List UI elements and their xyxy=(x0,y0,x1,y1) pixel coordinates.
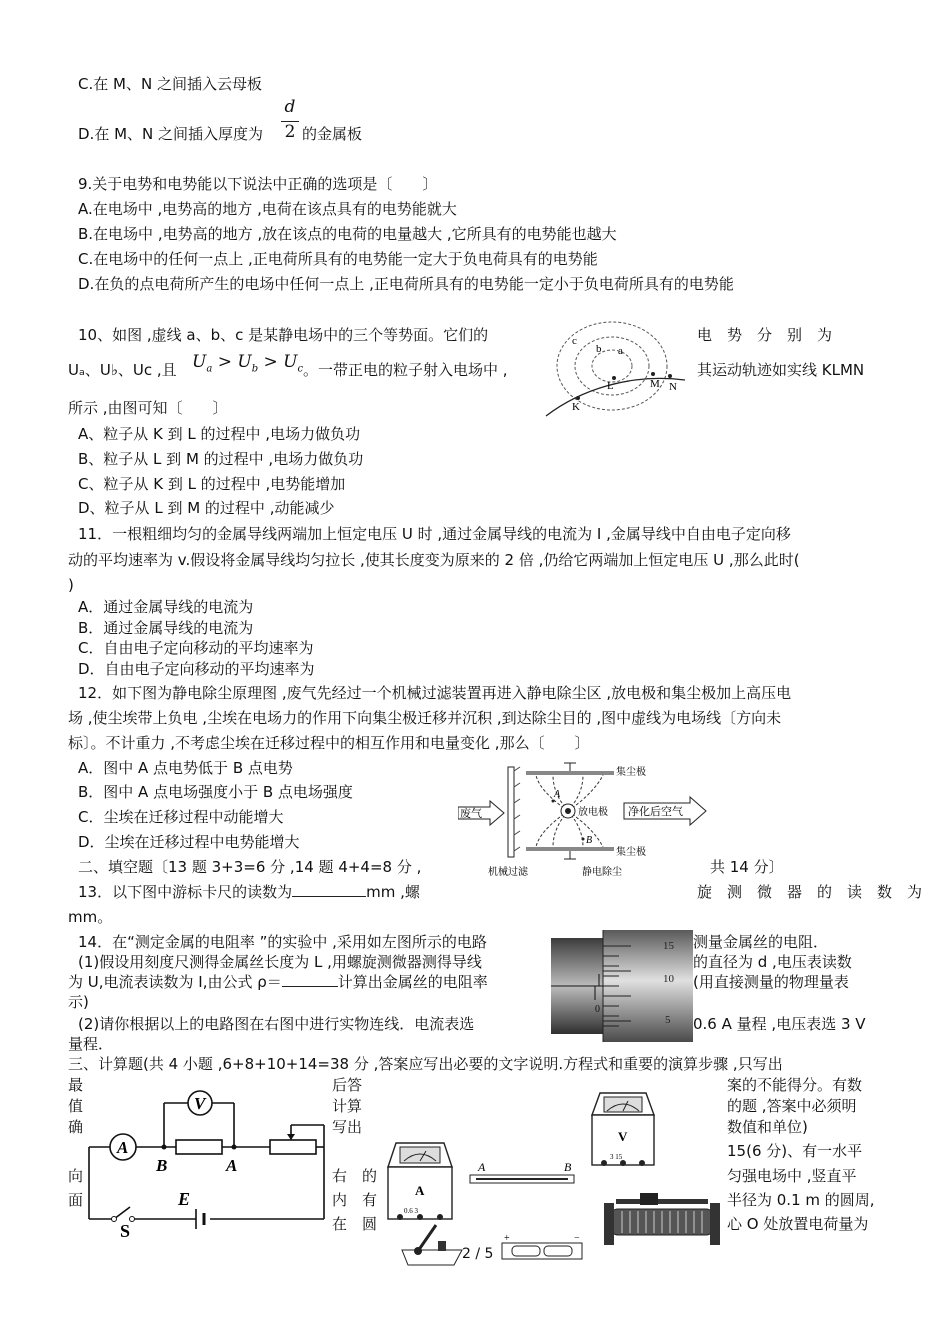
section3-col3-line5: 匀强电场中 ,竖直平 xyxy=(727,1167,857,1185)
q14-line1-right: 测量金属丝的电阻． xyxy=(693,933,829,951)
q11-option-b: B．通过金属导线的电流为 xyxy=(78,619,254,637)
q10-inequality: $U_a > U_b > U_c$ xyxy=(192,352,304,375)
q11-option-c: C．自由电子定向移动的平均速率为 xyxy=(78,639,314,657)
q12-line2: 场 ,使尘埃带上负电 ,尘埃在电场力的作用下向集尘极迁移并沉积 ,到达除尘目的 ,图中虚线为电场线〔方向未 xyxy=(68,709,782,727)
section3-col3-line7: 心 O 处放置电荷量为 xyxy=(727,1215,869,1233)
q11-option-d: D．自由电子定向移动的平均速率为 xyxy=(78,660,315,678)
micrometer-tick-10: 10 xyxy=(663,973,674,985)
q14-line3-right: (用直接测量的物理量表 xyxy=(693,973,849,991)
page-number: 2 / 5 xyxy=(462,1246,494,1262)
q12-option-d: D．尘埃在迁移过程中电势能增大 xyxy=(78,833,300,851)
mechanical-filter xyxy=(508,767,514,857)
q9-stem: 9.关于电势和电势能以下说法中正确的选项是〔 〕 xyxy=(78,175,438,193)
q8-option-d-prefix: D.在 M、N 之间插入厚度为 xyxy=(78,125,264,143)
q10-option-c: C、粒子从 K 到 L 的过程中 ,电势能增加 xyxy=(78,475,346,493)
q8-fraction-numerator: d xyxy=(284,97,296,117)
q12-option-c: C．尘埃在迁移过程中动能增大 xyxy=(78,808,284,826)
label-a: a xyxy=(618,345,623,357)
q10-line1: 10、如图 ,虚线 a、b、c 是某静电场中的三个等势面。它们的 xyxy=(78,326,489,344)
section3-col3-line3: 数值和单位) xyxy=(727,1118,808,1136)
q10-equipotential-figure xyxy=(540,318,690,418)
section3-col2-line5: 右 的 xyxy=(332,1167,378,1185)
q10-option-b: B、粒子从 L 到 M 的过程中 ,电场力做负功 xyxy=(78,450,364,468)
section3-col1-line2: 值 xyxy=(68,1097,84,1115)
label-point-A: A xyxy=(554,789,561,800)
apparatus-voltmeter-label: V xyxy=(618,1129,628,1144)
micrometer-tick-15: 15 xyxy=(663,940,674,952)
section2-heading-right: 共 14 分〕 xyxy=(710,858,784,876)
circuit-label-B: B xyxy=(156,1156,168,1175)
label-exhaust: 废气 xyxy=(460,808,482,820)
q8-option-c: C.在 M、N 之间插入云母板 xyxy=(78,75,262,93)
q10-line3: 所示 ,由图可知〔 〕 xyxy=(68,399,228,417)
apparatus-switch xyxy=(402,1225,462,1265)
circuit-label-A: A xyxy=(226,1156,238,1175)
q14-line5-right: 0.6 A 量程 ,电压表选 3 V xyxy=(693,1015,866,1033)
section3-col1-line1: 最 xyxy=(68,1076,84,1094)
label-collector-top: 集尘极 xyxy=(616,767,646,778)
q8-option-d-suffix: 的金属板 xyxy=(302,125,363,143)
q14-line3: 为 U,电流表读数为 I,由公式 ρ＝ 计算出金属丝的电阻率 xyxy=(68,973,488,991)
q9-option-d: D.在负的点电荷所产生的电场中任何一点上 ,正电荷所具有的电势能一定小于负电荷所具有的电势能 xyxy=(78,275,734,293)
q14-line2: (1)假设用刻度尺测得金属丝长度为 L ,用螺旋测微器测得导线 xyxy=(78,953,482,971)
apparatus-ammeter-scale: 0.6 3 xyxy=(404,1207,418,1215)
apparatus-voltmeter-scale: 3 15 xyxy=(610,1153,623,1161)
label-c: c xyxy=(572,335,577,347)
q10-line1-right: 电 势 分 别 为 xyxy=(697,326,833,344)
label-b: b xyxy=(596,343,602,355)
label-clean-air: 净化后空气 xyxy=(628,806,683,818)
q13-line1: 13．以下图中游标卡尺的读数为 mm ,螺 xyxy=(78,883,420,901)
section3-col2-line6: 内 有 xyxy=(332,1191,378,1209)
label-point-B: B xyxy=(586,835,593,846)
apparatus-label-B: B xyxy=(564,1160,572,1174)
section3-col1-line6: 面 xyxy=(68,1191,84,1209)
section3-col1-line5: 向 xyxy=(68,1167,84,1185)
section3-col3-line1: 案的不能得分。有数 xyxy=(727,1076,863,1094)
section3-col2-line1: 后答 xyxy=(332,1076,363,1094)
q14-line5: (2)请你根据以上的电路图在右图中进行实物连线．电流表选 xyxy=(78,1015,475,1033)
label-K: K xyxy=(572,401,580,413)
q9-option-a: A.在电场中 ,电势高的地方 ,电荷在该点具有的电势能就大 xyxy=(78,200,457,218)
q13-line1-right: 旋 测 微 器 的 读 数 为 xyxy=(697,883,923,901)
apparatus-rheostat xyxy=(604,1193,720,1245)
section3-col2-line7: 在 圆 xyxy=(332,1215,378,1233)
label-L: L xyxy=(607,380,614,392)
section3-col3-line6: 半径为 0.1 m 的圆周, xyxy=(727,1191,875,1209)
circuit-label-E: E xyxy=(178,1189,191,1209)
apparatus-battery xyxy=(502,1233,582,1259)
label-filter: 机械过滤 xyxy=(488,867,528,878)
label-N: N xyxy=(669,381,677,393)
q10-line2-right: 其运动轨迹如实线 KLMN xyxy=(697,361,865,379)
q10-line2: Uₐ、U♭、Uc ,且 xyxy=(68,361,177,379)
section3-col3-line2: 的题 ,答案中必须明 xyxy=(727,1097,857,1115)
apparatus-voltmeter xyxy=(592,1093,654,1166)
apparatus-figure xyxy=(378,1085,728,1270)
section3-col2-line2: 计算 xyxy=(332,1097,363,1115)
circuit-label-V: V xyxy=(194,1094,206,1113)
q12-line1: 12．如下图为静电除尘原理图 ,废气先经过一个机械过滤装置再进入静电除尘区 ,放电极和集尘极加上高压电 xyxy=(78,684,792,702)
section2-heading: 二、填空题〔13 题 3+3=6 分 ,14 题 4+4=8 分 , xyxy=(78,858,422,876)
section3-heading: 三、计算题(共 4 小题 ,6+8+10+14=38 分 ,答案应写出必要的文字说明.方程式和重要的演算步骤 ,只写出 xyxy=(68,1055,783,1073)
q10-option-d: D、粒子从 L 到 M 的过程中 ,动能减少 xyxy=(78,499,335,517)
q9-option-c: C.在电场中的任何一点上 ,正电荷所具有的电势能一定大于负电荷具有的电势能 xyxy=(78,250,598,268)
q9-option-b: B.在电场中 ,电势高的地方 ,放在该点的电荷的电量越大 ,它所具有的电势能也越大 xyxy=(78,225,617,243)
q12-option-b: B．图中 A 点电场强度小于 B 点电场强度 xyxy=(78,783,353,801)
circuit-label-ammeter: A xyxy=(117,1138,129,1157)
label-dust-zone: 静电除尘 xyxy=(582,867,622,878)
q10-option-a: A、粒子从 K 到 L 的过程中 ,电场力做负功 xyxy=(78,425,361,443)
section3-col3-line4: 15(6 分)、有一水平 xyxy=(727,1142,863,1160)
label-collector-bottom: 集尘极 xyxy=(616,847,646,858)
q10-line2-mid: 。一带正电的粒子射入电场中 , xyxy=(303,361,508,379)
label-discharge: 放电极 xyxy=(578,807,608,818)
q14-line1: 14．在“测定金属的电阻率 ”的实验中 ,采用如左图所示的电路 xyxy=(78,933,487,951)
q11-line3: ) xyxy=(68,576,74,594)
apparatus-wire-board xyxy=(470,1160,574,1183)
q12-electrostatic-precipitator-figure xyxy=(458,757,708,879)
trajectory-klmn xyxy=(546,378,685,416)
micrometer-tick-5: 5 xyxy=(665,1014,671,1026)
q14-line2-right: 的直径为 d ,电压表读数 xyxy=(693,953,852,971)
q13-line2: mm。 xyxy=(68,908,113,926)
svg-text:−: − xyxy=(574,1233,580,1244)
q11-option-a: A．通过金属导线的电流为 xyxy=(78,598,254,616)
section3-col2-line3: 写出 xyxy=(332,1118,363,1136)
q14-line4: 示) xyxy=(68,993,89,1011)
q12-option-a: A．图中 A 点电势低于 B 点电势 xyxy=(78,759,293,777)
q12-line3: 标〕。不计重力 ,不考虑尘埃在迁移过程中的相互作用和电量变化 ,那么〔 〕 xyxy=(68,734,590,752)
collector-plate-bottom xyxy=(526,847,614,851)
collector-plate-top xyxy=(526,771,614,775)
section3-col1-line3: 确 xyxy=(68,1118,84,1136)
circuit-label-S: S xyxy=(120,1221,131,1240)
q8-fraction-denominator: 2 xyxy=(284,122,296,142)
label-M: M xyxy=(650,378,660,390)
q11-line1: 11．一根粗细均匀的金属导线两端加上恒定电压 U 时 ,通过金属导线的电流为 I ,金属导线中自由电子定向移 xyxy=(78,525,791,543)
circuit-diagram xyxy=(84,1085,334,1240)
q14-line6: 量程． xyxy=(68,1035,114,1053)
micrometer-sleeve-zero: 0 xyxy=(595,1004,600,1015)
micrometer-figure xyxy=(551,930,693,1042)
apparatus-ammeter xyxy=(388,1143,452,1220)
apparatus-label-A: A xyxy=(478,1160,486,1174)
svg-text:+: + xyxy=(504,1233,510,1244)
q11-line2: 动的平均速率为 v.假设将金属导线均匀拉长 ,使其长度变为原来的 2 倍 ,仍给它两端加上恒定电压 U ,那么此时( xyxy=(68,551,800,569)
apparatus-ammeter-label: A xyxy=(415,1183,425,1198)
